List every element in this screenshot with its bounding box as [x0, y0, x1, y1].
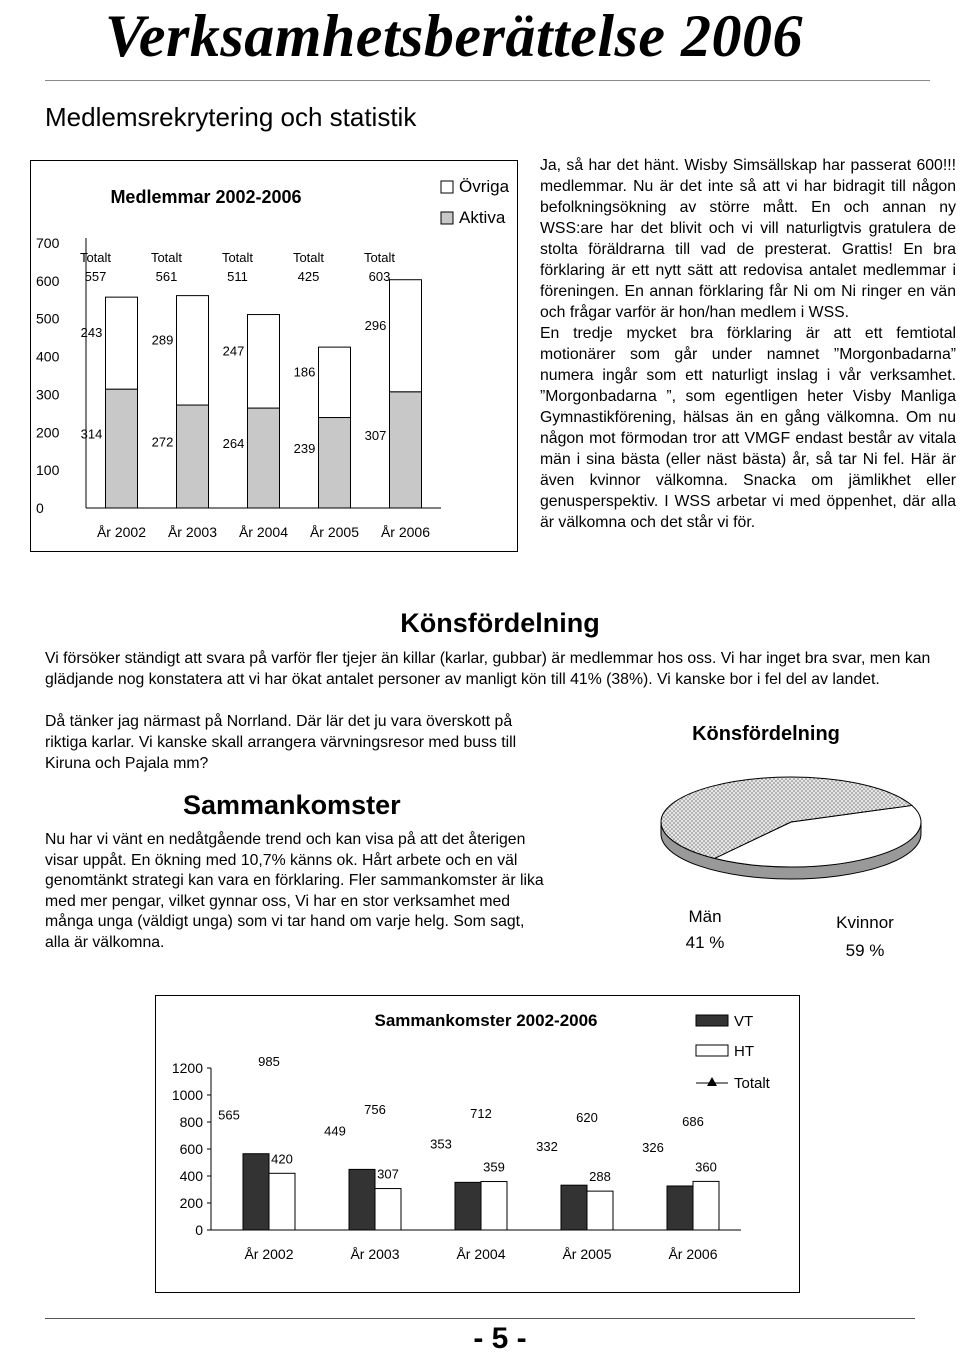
data-label-ovriga: 296 [364, 317, 387, 333]
legend-label: Totalt [734, 1075, 770, 1092]
x-tick-label: År 2003 [350, 1246, 400, 1262]
bar-aktiva [390, 392, 422, 508]
data-label-totalt: 712 [470, 1106, 492, 1121]
chart-title: Medlemmar 2002-2006 [110, 187, 302, 207]
bar-vt [243, 1154, 269, 1230]
sammankomster-heading: Sammankomster [183, 790, 401, 820]
total-label: Totalt [292, 250, 325, 265]
data-label-totalt: 756 [364, 1102, 386, 1117]
bar-vt [561, 1185, 587, 1230]
bar-ovriga [248, 315, 280, 409]
data-label-vt: 449 [324, 1123, 346, 1139]
bar-ovriga [106, 297, 138, 389]
total-value: 561 [155, 269, 178, 284]
footer-rule [45, 1318, 915, 1319]
sessions-chart-frame [155, 995, 800, 1293]
data-label-aktiva: 314 [80, 426, 103, 442]
x-tick-label: År 2005 [562, 1246, 612, 1262]
konsfordelning-text-left: Då tänker jag närmast på Norrland. Där lär det ju vara överskott på riktiga karlar. Vi kanske skall arrangera värvningsresor med buss till Kiruna och Pajala mm? [45, 713, 517, 772]
pie-value: 59 % [845, 941, 885, 960]
bar-vt [667, 1186, 693, 1230]
bar-aktiva [177, 405, 209, 508]
pie-label: Män [688, 907, 722, 926]
legend-label: HT [734, 1043, 754, 1060]
data-label-vt: 326 [642, 1139, 664, 1155]
bar-ht [693, 1181, 719, 1230]
data-label-vt: 332 [536, 1139, 558, 1155]
legend-swatch [441, 212, 453, 224]
data-label-ht: 420 [271, 1151, 293, 1167]
bar-ht [375, 1189, 401, 1230]
y-tick-label: 200 [179, 1195, 203, 1211]
x-tick-label: År 2002 [244, 1246, 294, 1262]
chart-title: Könsfördelning [692, 723, 840, 745]
bar-ht [481, 1182, 507, 1230]
x-tick-label: År 2005 [309, 524, 360, 540]
bar-ht [269, 1173, 295, 1230]
total-value: 603 [368, 269, 391, 284]
y-tick-label: 0 [195, 1222, 203, 1238]
y-tick-label: 300 [36, 386, 60, 403]
bar-aktiva [319, 418, 351, 508]
total-label: Totalt [79, 250, 112, 265]
data-label-totalt: 686 [682, 1114, 704, 1129]
bar-ovriga [390, 280, 422, 392]
data-label-ht: 288 [589, 1169, 611, 1185]
data-label-ht: 359 [483, 1159, 505, 1175]
members-paragraph: En tredje mycket bra förklaring är att ett femtiotal motionärer som går under namnet ”Morgonbadarna” numera ingår som ett naturligt inslag i vår verksamhet. ”Morgonbadarna ”, som egentligen heter Visby Manliga Gymnastikförening, hälsas än en gång välkomna. Om nu någon mot förmodan tror att VMGF endast består av vitala män i sina bästa (eller näst bästa) år, så tar Ni fel. Här är även kvinnor välkomna. Snacka om jämlikhet eller genusperspektiv. I WSS arbetar vi med öppenhet, där alla är välkomna och det står vi för. [540, 325, 956, 531]
members-text [540, 155, 956, 533]
page-number: - 5 - [473, 1322, 527, 1355]
bar-aktiva [248, 408, 280, 508]
pie-label: Kvinnor [836, 913, 894, 932]
total-label: Totalt [150, 250, 183, 265]
y-tick-label: 500 [36, 310, 60, 327]
konsfordelning-text: Vi försöker ständigt att svara på varför fler tjejer än killar (karlar, gubbar) är medlemmar hos oss. Vi har inget bra svar, men kan glädjande nog konstatera att vi har ökat antalet personer av manligt kön till 41% (38%). Vi kanske bor i fel del av landet. [45, 650, 931, 688]
data-label-ovriga: 289 [151, 332, 174, 348]
sammankomster-text: Nu har vi vänt en nedåtgående trend och kan visa på att det återigen visar uppåt. En ökning med 10,7% känns ok. Hårt arbete och en väl genomtänkt strategi kan vara en förklaring. Fler sammankomster är lika med mer pengar, vilket gynnar oss, Vi har en stor verksamhet med många unga (väldigt unga) som vi tar hand om varje helg. Som sagt, alla är välkomna. [45, 831, 544, 951]
pie-value: 41 % [685, 933, 725, 952]
bar-ht [587, 1191, 613, 1230]
x-tick-label: År 2004 [456, 1246, 506, 1262]
x-tick-label: År 2003 [167, 524, 218, 540]
members-paragraph: Ja, så har det hänt. Wisby Simsällskap har passerat 600!!! medlemmar. Nu är det inte så att vi har bidragit till någon befolkningsökning av större mått. En och annan ny WSS:are har det blivit och vi vill naturligtvis gratulera de stolta föräldrarna till vad de presterat. Grattis! En bra förklaring är ett nytt sätt att redovisa antalet medlemmar i föreningen. En annan förklaring får Ni om Ni ringer en vän och frågar varför är hon/han medlem i WSS. [540, 157, 956, 321]
y-tick-label: 100 [36, 462, 60, 479]
page-title: Verksamhetsberättelse 2006 [105, 3, 803, 69]
chart-title: Sammankomster 2002-2006 [374, 1011, 598, 1030]
y-tick-label: 1000 [171, 1087, 203, 1103]
y-tick-label: 600 [36, 272, 60, 289]
x-tick-label: År 2004 [238, 524, 289, 540]
data-label-totalt: 985 [258, 1054, 280, 1069]
total-value: 557 [84, 269, 107, 284]
x-tick-label: År 2006 [380, 524, 431, 540]
sessions-chart [156, 996, 799, 1292]
bar-vt [455, 1182, 481, 1230]
total-value: 511 [227, 269, 248, 284]
bar-ovriga [177, 296, 209, 405]
total-label: Totalt [221, 250, 254, 265]
data-label-ht: 360 [695, 1159, 717, 1175]
data-label-ovriga: 247 [222, 343, 245, 359]
data-label-ovriga: 186 [293, 364, 316, 380]
data-label-aktiva: 307 [364, 427, 387, 443]
total-label: Totalt [363, 250, 396, 265]
data-label-aktiva: 272 [151, 434, 174, 450]
bar-aktiva [106, 389, 138, 508]
gender-chart [571, 712, 959, 976]
legend-label: Aktiva [459, 208, 506, 227]
legend-swatch [696, 1045, 728, 1056]
gender-chart-frame [571, 712, 959, 976]
members-chart [31, 161, 517, 551]
legend-swatch [441, 181, 453, 193]
data-label-aktiva: 239 [293, 440, 316, 456]
legend-marker [707, 1077, 717, 1086]
y-tick-label: 400 [179, 1168, 203, 1184]
x-tick-label: År 2006 [668, 1246, 718, 1262]
y-tick-label: 700 [36, 235, 60, 251]
data-label-vt: 353 [430, 1136, 452, 1152]
section-heading: Medlemsrekrytering och statistik [45, 102, 417, 132]
legend-label: VT [734, 1013, 754, 1030]
legend-label: Övriga [459, 177, 510, 196]
total-value: 425 [297, 269, 320, 284]
members-chart-frame [30, 160, 518, 552]
bar-vt [349, 1169, 375, 1230]
data-label-ht: 307 [377, 1166, 399, 1182]
legend-swatch [696, 1015, 728, 1026]
y-tick-label: 400 [36, 348, 60, 365]
data-label-aktiva: 264 [222, 436, 245, 452]
data-label-vt: 565 [218, 1107, 240, 1123]
konsfordelning-heading: Könsfördelning [400, 608, 600, 638]
data-label-totalt: 620 [576, 1110, 598, 1125]
y-tick-label: 0 [36, 500, 44, 516]
y-tick-label: 200 [36, 424, 60, 441]
title-rule [45, 80, 930, 81]
bar-ovriga [319, 347, 351, 417]
x-tick-label: År 2002 [96, 524, 147, 540]
y-tick-label: 800 [179, 1114, 203, 1130]
y-tick-label: 600 [179, 1141, 203, 1157]
y-tick-label: 1200 [171, 1060, 203, 1076]
data-label-ovriga: 243 [80, 325, 103, 341]
